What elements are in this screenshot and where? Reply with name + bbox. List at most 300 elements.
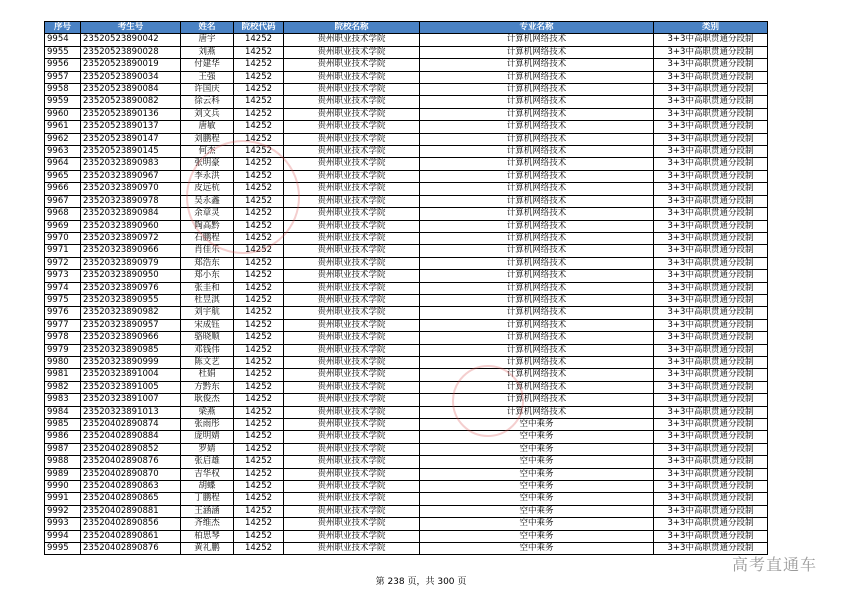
cell-seq: 9966 — [45, 183, 81, 195]
cell-category: 3+3中高职贯通分段制 — [654, 208, 768, 220]
cell-school-code: 14252 — [234, 456, 284, 468]
col-header-name: 姓名 — [181, 22, 234, 34]
cell-seq: 9964 — [45, 158, 81, 170]
cell-school-name: 贵州职业技术学院 — [284, 381, 420, 393]
cell-name: 石鹏程 — [181, 232, 234, 244]
cell-school-name: 贵州职业技术学院 — [284, 356, 420, 368]
cell-major: 计算机网络技术 — [420, 195, 654, 207]
cell-seq: 9976 — [45, 307, 81, 319]
cell-school-name: 贵州职业技术学院 — [284, 195, 420, 207]
cell-name: 王强 — [181, 71, 234, 83]
cell-name: 陶高黔 — [181, 220, 234, 232]
cell-school-code: 14252 — [234, 307, 284, 319]
cell-category: 3+3中高职贯通分段制 — [654, 121, 768, 133]
table-row — [45, 530, 768, 542]
cell-school-code: 14252 — [234, 530, 284, 542]
cell-school-code: 14252 — [234, 294, 284, 306]
cell-exam-id: 23520323890967 — [81, 170, 181, 182]
cell-exam-id: 23520402890881 — [81, 505, 181, 517]
cell-major: 计算机网络技术 — [420, 381, 654, 393]
cell-major: 计算机网络技术 — [420, 356, 654, 368]
cell-major: 计算机网络技术 — [420, 208, 654, 220]
cell-name: 余章灵 — [181, 208, 234, 220]
cell-seq: 9984 — [45, 406, 81, 418]
cell-school-code: 14252 — [234, 220, 284, 232]
cell-school-name: 贵州职业技术学院 — [284, 505, 420, 517]
table-row — [45, 443, 768, 455]
cell-school-code: 14252 — [234, 121, 284, 133]
cell-seq: 9985 — [45, 419, 81, 431]
cell-school-name: 贵州职业技术学院 — [284, 158, 420, 170]
cell-school-code: 14252 — [234, 108, 284, 120]
table-row — [45, 46, 768, 58]
cell-school-name: 贵州职业技术学院 — [284, 344, 420, 356]
cell-major: 空中乘务 — [420, 481, 654, 493]
cell-school-name: 贵州职业技术学院 — [284, 282, 420, 294]
cell-name: 杜昱淇 — [181, 294, 234, 306]
cell-name: 皮远杭 — [181, 183, 234, 195]
table-row — [45, 543, 768, 555]
table-row — [45, 381, 768, 393]
cell-school-code: 14252 — [234, 232, 284, 244]
cell-major: 计算机网络技术 — [420, 282, 654, 294]
cell-school-code: 14252 — [234, 443, 284, 455]
cell-school-name: 贵州职业技术学院 — [284, 431, 420, 443]
table-row — [45, 220, 768, 232]
cell-category: 3+3中高职贯通分段制 — [654, 46, 768, 58]
cell-school-code: 14252 — [234, 71, 284, 83]
cell-seq: 9967 — [45, 195, 81, 207]
cell-name: 柏思琴 — [181, 530, 234, 542]
table-row — [45, 468, 768, 480]
cell-school-name: 贵州职业技术学院 — [284, 220, 420, 232]
col-header-school-name: 院校名称 — [284, 22, 420, 34]
cell-school-name: 贵州职业技术学院 — [284, 232, 420, 244]
cell-school-code: 14252 — [234, 431, 284, 443]
cell-exam-id: 23520323890966 — [81, 245, 181, 257]
cell-exam-id: 23520523890042 — [81, 34, 181, 46]
cell-name: 肖佳乐 — [181, 245, 234, 257]
table-row — [45, 481, 768, 493]
cell-school-name: 贵州职业技术学院 — [284, 481, 420, 493]
cell-exam-id: 23520323890984 — [81, 208, 181, 220]
cell-major: 计算机网络技术 — [420, 307, 654, 319]
table-row — [45, 406, 768, 418]
cell-category: 3+3中高职贯通分段制 — [654, 419, 768, 431]
cell-category: 3+3中高职贯通分段制 — [654, 319, 768, 331]
cell-school-code: 14252 — [234, 96, 284, 108]
cell-exam-id: 23520323890950 — [81, 270, 181, 282]
cell-seq: 9970 — [45, 232, 81, 244]
table-row — [45, 344, 768, 356]
cell-major: 计算机网络技术 — [420, 59, 654, 71]
cell-seq: 9995 — [45, 543, 81, 555]
cell-exam-id: 23520323890983 — [81, 158, 181, 170]
cell-category: 3+3中高职贯通分段制 — [654, 307, 768, 319]
cell-school-name: 贵州职业技术学院 — [284, 270, 420, 282]
table-row — [45, 245, 768, 257]
cell-school-code: 14252 — [234, 133, 284, 145]
cell-school-code: 14252 — [234, 170, 284, 182]
cell-school-code: 14252 — [234, 208, 284, 220]
cell-school-code: 14252 — [234, 518, 284, 530]
table-row — [45, 108, 768, 120]
col-header-category: 类别 — [654, 22, 768, 34]
cell-major: 空中乘务 — [420, 431, 654, 443]
cell-school-code: 14252 — [234, 245, 284, 257]
cell-school-code: 14252 — [234, 46, 284, 58]
table-row — [45, 307, 768, 319]
cell-school-code: 14252 — [234, 394, 284, 406]
cell-category: 3+3中高职贯通分段制 — [654, 96, 768, 108]
cell-seq: 9994 — [45, 530, 81, 542]
table-row — [45, 195, 768, 207]
cell-seq: 9972 — [45, 257, 81, 269]
cell-major: 空中乘务 — [420, 468, 654, 480]
cell-school-name: 贵州职业技术学院 — [284, 294, 420, 306]
cell-school-code: 14252 — [234, 59, 284, 71]
cell-seq: 9961 — [45, 121, 81, 133]
cell-exam-id: 23520523890147 — [81, 133, 181, 145]
cell-major: 计算机网络技术 — [420, 294, 654, 306]
cell-school-code: 14252 — [234, 381, 284, 393]
cell-category: 3+3中高职贯通分段制 — [654, 146, 768, 158]
cell-name: 陈文艺 — [181, 356, 234, 368]
cell-major: 计算机网络技术 — [420, 270, 654, 282]
cell-exam-id: 23520523890034 — [81, 71, 181, 83]
cell-exam-id: 23520402890863 — [81, 481, 181, 493]
cell-school-name: 贵州职业技术学院 — [284, 332, 420, 344]
cell-major: 计算机网络技术 — [420, 170, 654, 182]
cell-category: 3+3中高职贯通分段制 — [654, 356, 768, 368]
cell-seq: 9960 — [45, 108, 81, 120]
cell-exam-id: 23520402890861 — [81, 530, 181, 542]
cell-category: 3+3中高职贯通分段制 — [654, 133, 768, 145]
cell-seq: 9956 — [45, 59, 81, 71]
cell-school-name: 贵州职业技术学院 — [284, 518, 420, 530]
cell-major: 计算机网络技术 — [420, 257, 654, 269]
cell-exam-id: 23520323890985 — [81, 344, 181, 356]
cell-exam-id: 23520402890852 — [81, 443, 181, 455]
cell-exam-id: 23520323890970 — [81, 183, 181, 195]
cell-major: 空中乘务 — [420, 456, 654, 468]
cell-seq: 9979 — [45, 344, 81, 356]
cell-exam-id: 23520402890870 — [81, 468, 181, 480]
cell-school-code: 14252 — [234, 356, 284, 368]
cell-category: 3+3中高职贯通分段制 — [654, 195, 768, 207]
col-header-school-code: 院校代码 — [234, 22, 284, 34]
cell-school-code: 14252 — [234, 257, 284, 269]
cell-seq: 9978 — [45, 332, 81, 344]
cell-name: 罗婧 — [181, 443, 234, 455]
cell-school-name: 贵州职业技术学院 — [284, 369, 420, 381]
cell-name: 张启雄 — [181, 456, 234, 468]
table-row — [45, 270, 768, 282]
cell-major: 计算机网络技术 — [420, 158, 654, 170]
cell-category: 3+3中高职贯通分段制 — [654, 257, 768, 269]
cell-major: 计算机网络技术 — [420, 71, 654, 83]
cell-name: 吉华权 — [181, 468, 234, 480]
cell-major: 计算机网络技术 — [420, 344, 654, 356]
cell-exam-id: 23520323890955 — [81, 294, 181, 306]
cell-name: 许国庆 — [181, 84, 234, 96]
table-row — [45, 319, 768, 331]
cell-category: 3+3中高职贯通分段制 — [654, 245, 768, 257]
cell-school-name: 贵州职业技术学院 — [284, 493, 420, 505]
cell-school-name: 贵州职业技术学院 — [284, 208, 420, 220]
cell-school-name: 贵州职业技术学院 — [284, 71, 420, 83]
cell-seq: 9957 — [45, 71, 81, 83]
cell-major: 计算机网络技术 — [420, 319, 654, 331]
cell-name: 骆晓顺 — [181, 332, 234, 344]
cell-seq: 9955 — [45, 46, 81, 58]
cell-exam-id: 23520323890972 — [81, 232, 181, 244]
cell-category: 3+3中高职贯通分段制 — [654, 518, 768, 530]
cell-major: 计算机网络技术 — [420, 232, 654, 244]
cell-category: 3+3中高职贯通分段制 — [654, 232, 768, 244]
cell-exam-id: 23520323890978 — [81, 195, 181, 207]
cell-seq: 9975 — [45, 294, 81, 306]
cell-name: 梁燕 — [181, 406, 234, 418]
cell-exam-id: 23520523890145 — [81, 146, 181, 158]
cell-exam-id: 23520323890957 — [81, 319, 181, 331]
cell-school-name: 贵州职业技术学院 — [284, 183, 420, 195]
cell-category: 3+3中高职贯通分段制 — [654, 270, 768, 282]
table-row — [45, 170, 768, 182]
cell-school-code: 14252 — [234, 183, 284, 195]
cell-school-code: 14252 — [234, 146, 284, 158]
cell-seq: 9982 — [45, 381, 81, 393]
cell-seq: 9977 — [45, 319, 81, 331]
cell-school-code: 14252 — [234, 282, 284, 294]
cell-seq: 9971 — [45, 245, 81, 257]
cell-exam-id: 23520523890137 — [81, 121, 181, 133]
col-header-major: 专业名称 — [420, 22, 654, 34]
cell-school-name: 贵州职业技术学院 — [284, 146, 420, 158]
table-row — [45, 431, 768, 443]
cell-school-code: 14252 — [234, 344, 284, 356]
cell-category: 3+3中高职贯通分段制 — [654, 543, 768, 555]
cell-major: 计算机网络技术 — [420, 220, 654, 232]
table-row — [45, 332, 768, 344]
cell-major: 计算机网络技术 — [420, 121, 654, 133]
cell-major: 空中乘务 — [420, 493, 654, 505]
cell-category: 3+3中高职贯通分段制 — [654, 431, 768, 443]
cell-school-name: 贵州职业技术学院 — [284, 170, 420, 182]
table-row — [45, 518, 768, 530]
cell-major: 计算机网络技术 — [420, 34, 654, 46]
table-row — [45, 146, 768, 158]
cell-major: 计算机网络技术 — [420, 146, 654, 158]
cell-name: 邓钱伟 — [181, 344, 234, 356]
cell-seq: 9992 — [45, 505, 81, 517]
cell-name: 胡蝶 — [181, 481, 234, 493]
cell-seq: 9963 — [45, 146, 81, 158]
cell-seq: 9954 — [45, 34, 81, 46]
cell-major: 空中乘务 — [420, 543, 654, 555]
table-row — [45, 96, 768, 108]
table-row — [45, 232, 768, 244]
cell-exam-id: 23520323891013 — [81, 406, 181, 418]
cell-school-code: 14252 — [234, 195, 284, 207]
cell-category: 3+3中高职贯通分段制 — [654, 344, 768, 356]
col-header-exam-id: 考生号 — [81, 22, 181, 34]
cell-major: 计算机网络技术 — [420, 133, 654, 145]
cell-school-code: 14252 — [234, 481, 284, 493]
cell-school-name: 贵州职业技术学院 — [284, 307, 420, 319]
cell-major: 计算机网络技术 — [420, 332, 654, 344]
cell-category: 3+3中高职贯通分段制 — [654, 468, 768, 480]
table-row — [45, 394, 768, 406]
cell-seq: 9969 — [45, 220, 81, 232]
cell-name: 丁鹏程 — [181, 493, 234, 505]
cell-exam-id: 23520323890982 — [81, 307, 181, 319]
cell-category: 3+3中高职贯通分段制 — [654, 530, 768, 542]
cell-exam-id: 23520402890856 — [81, 518, 181, 530]
cell-name: 唐敏 — [181, 121, 234, 133]
cell-name: 刘燕 — [181, 46, 234, 58]
cell-school-name: 贵州职业技术学院 — [284, 257, 420, 269]
cell-major: 计算机网络技术 — [420, 245, 654, 257]
cell-name: 方黔东 — [181, 381, 234, 393]
cell-seq: 9986 — [45, 431, 81, 443]
cell-category: 3+3中高职贯通分段制 — [654, 443, 768, 455]
cell-school-code: 14252 — [234, 419, 284, 431]
cell-school-code: 14252 — [234, 319, 284, 331]
cell-category: 3+3中高职贯通分段制 — [654, 456, 768, 468]
cell-school-name: 贵州职业技术学院 — [284, 406, 420, 418]
cell-school-name: 贵州职业技术学院 — [284, 46, 420, 58]
table-header-row — [45, 22, 768, 34]
table-row — [45, 183, 768, 195]
cell-category: 3+3中高职贯通分段制 — [654, 282, 768, 294]
cell-name: 庞明婧 — [181, 431, 234, 443]
cell-exam-id: 23520402890865 — [81, 493, 181, 505]
cell-name: 唐宇 — [181, 34, 234, 46]
cell-exam-id: 23520523890019 — [81, 59, 181, 71]
cell-category: 3+3中高职贯通分段制 — [654, 394, 768, 406]
cell-exam-id: 23520402890876 — [81, 456, 181, 468]
cell-category: 3+3中高职贯通分段制 — [654, 294, 768, 306]
cell-name: 耿俊杰 — [181, 394, 234, 406]
table-row — [45, 505, 768, 517]
cell-name: 郑浩东 — [181, 257, 234, 269]
cell-exam-id: 23520523890028 — [81, 46, 181, 58]
table-row — [45, 121, 768, 133]
col-header-seq: 序号 — [45, 22, 81, 34]
table-row — [45, 294, 768, 306]
cell-seq: 9973 — [45, 270, 81, 282]
cell-category: 3+3中高职贯通分段制 — [654, 158, 768, 170]
cell-major: 计算机网络技术 — [420, 394, 654, 406]
cell-major: 空中乘务 — [420, 530, 654, 542]
cell-category: 3+3中高职贯通分段制 — [654, 493, 768, 505]
table-row — [45, 369, 768, 381]
table-row — [45, 208, 768, 220]
cell-name: 付建华 — [181, 59, 234, 71]
cell-school-name: 贵州职业技术学院 — [284, 543, 420, 555]
cell-school-name: 贵州职业技术学院 — [284, 96, 420, 108]
cell-category: 3+3中高职贯通分段制 — [654, 481, 768, 493]
cell-name: 刘宇航 — [181, 307, 234, 319]
cell-exam-id: 23520323890999 — [81, 356, 181, 368]
cell-school-code: 14252 — [234, 332, 284, 344]
cell-school-code: 14252 — [234, 493, 284, 505]
cell-school-name: 贵州职业技术学院 — [284, 245, 420, 257]
table-body — [45, 34, 768, 555]
cell-name: 齐维杰 — [181, 518, 234, 530]
cell-exam-id: 23520323891007 — [81, 394, 181, 406]
cell-name: 郑小东 — [181, 270, 234, 282]
cell-category: 3+3中高职贯通分段制 — [654, 84, 768, 96]
cell-name: 李永洪 — [181, 170, 234, 182]
table-row — [45, 456, 768, 468]
table-row — [45, 419, 768, 431]
cell-exam-id: 23520323890960 — [81, 220, 181, 232]
cell-major: 计算机网络技术 — [420, 406, 654, 418]
table-row — [45, 356, 768, 368]
cell-exam-id: 23520523890136 — [81, 108, 181, 120]
cell-exam-id: 23520402890874 — [81, 419, 181, 431]
cell-school-name: 贵州职业技术学院 — [284, 84, 420, 96]
cell-name: 张圭和 — [181, 282, 234, 294]
cell-exam-id: 23520323891004 — [81, 369, 181, 381]
cell-school-name: 贵州职业技术学院 — [284, 456, 420, 468]
cell-name: 刘文兵 — [181, 108, 234, 120]
cell-name: 吴永鑫 — [181, 195, 234, 207]
cell-major: 空中乘务 — [420, 443, 654, 455]
cell-category: 3+3中高职贯通分段制 — [654, 170, 768, 182]
cell-name: 徐云科 — [181, 96, 234, 108]
cell-major: 空中乘务 — [420, 518, 654, 530]
cell-exam-id: 23520323890976 — [81, 282, 181, 294]
cell-name: 刘鹏程 — [181, 133, 234, 145]
cell-school-code: 14252 — [234, 369, 284, 381]
cell-seq: 9974 — [45, 282, 81, 294]
cell-seq: 9990 — [45, 481, 81, 493]
cell-major: 计算机网络技术 — [420, 108, 654, 120]
table-row — [45, 493, 768, 505]
watermark-stamp — [452, 365, 524, 437]
cell-seq: 9981 — [45, 369, 81, 381]
cell-major: 计算机网络技术 — [420, 369, 654, 381]
cell-seq: 9989 — [45, 468, 81, 480]
cell-major: 计算机网络技术 — [420, 46, 654, 58]
cell-exam-id: 23520523890084 — [81, 84, 181, 96]
cell-school-code: 14252 — [234, 543, 284, 555]
cell-school-code: 14252 — [234, 505, 284, 517]
cell-exam-id: 23520523890082 — [81, 96, 181, 108]
cell-category: 3+3中高职贯通分段制 — [654, 406, 768, 418]
cell-seq: 9987 — [45, 443, 81, 455]
cell-exam-id: 23520402890876 — [81, 543, 181, 555]
cell-seq: 9958 — [45, 84, 81, 96]
cell-exam-id: 23520323891005 — [81, 381, 181, 393]
cell-school-code: 14252 — [234, 34, 284, 46]
cell-name: 黄礼鹏 — [181, 543, 234, 555]
cell-school-name: 贵州职业技术学院 — [284, 319, 420, 331]
cell-category: 3+3中高职贯通分段制 — [654, 505, 768, 517]
page-footer: 第 238 页，共 300 页 — [375, 577, 467, 587]
cell-school-name: 贵州职业技术学院 — [284, 34, 420, 46]
cell-seq: 9983 — [45, 394, 81, 406]
cell-seq: 9962 — [45, 133, 81, 145]
cell-category: 3+3中高职贯通分段制 — [654, 332, 768, 344]
cell-exam-id: 23520323890966 — [81, 332, 181, 344]
cell-category: 3+3中高职贯通分段制 — [654, 183, 768, 195]
cell-school-code: 14252 — [234, 270, 284, 282]
cell-school-name: 贵州职业技术学院 — [284, 443, 420, 455]
